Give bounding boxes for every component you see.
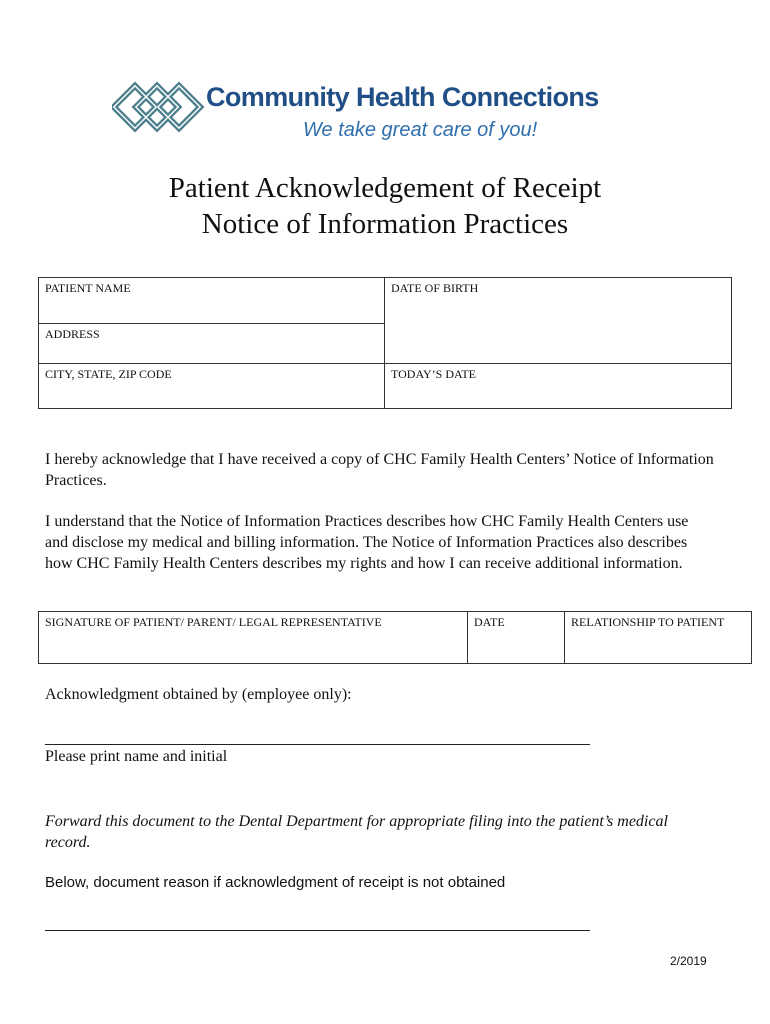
date-of-birth-label: DATE OF BIRTH [391,281,479,295]
todays-date-label: TODAY’S DATE [391,367,477,381]
address-field[interactable] [39,324,385,364]
logo-diamonds-icon [112,78,206,140]
city-state-zip-field[interactable] [39,364,385,409]
patient-name-field[interactable] [39,278,385,324]
forward-note: Forward this document to the Dental Department for appropriate filing into the patient’s medical record. [45,813,668,851]
acknowledgement-paragraph: I hereby acknowledge that I have received a copy of CHC Family Health Centers’ Notice of Information Practices. [45,451,714,489]
not-obtained-note: Below, document reason if acknowledgment of receipt is not obtained [45,874,506,891]
revision-date: 2/2019 [670,954,707,968]
title-line-2: Notice of Information Practices [201,208,569,240]
understanding-paragraph: I understand that the Notice of Information Practices describes how CHC Family Health Centers use and disclose my medical and billing information. The Notice of Information Practices also describes how CHC Family Health Centers describes my rights and how I can receive additional information. [45,513,689,572]
employee-name-line[interactable] [45,744,590,745]
date-of-birth-field[interactable] [385,278,732,364]
signature-date-label: DATE [474,615,505,629]
relationship-label: RELATIONSHIP TO PATIENT [571,615,725,629]
signature-date-field[interactable] [468,612,565,664]
city-state-zip-label: CITY, STATE, ZIP CODE [45,367,172,381]
title-line-1: Patient Acknowledgement of Receipt [168,172,602,204]
patient-info-table [38,277,732,409]
reason-line[interactable] [45,930,590,931]
todays-date-field[interactable] [385,364,732,409]
signature-field[interactable] [39,612,468,664]
signature-table [38,611,752,664]
employee-obtained-label: Acknowledgment obtained by (employee only): [45,686,352,703]
relationship-field[interactable] [565,612,752,664]
print-name-label: Please print name and initial [45,748,228,765]
address-label: ADDRESS [45,327,100,341]
logo [112,74,632,148]
brand-tagline: We take great care of you! [303,119,538,141]
patient-name-label: PATIENT NAME [45,281,131,295]
signature-label: SIGNATURE OF PATIENT/ PARENT/ LEGAL REPRESENTATIVE [45,615,382,629]
page-title [0,170,770,242]
brand-name: Community Health Connections [206,82,599,112]
